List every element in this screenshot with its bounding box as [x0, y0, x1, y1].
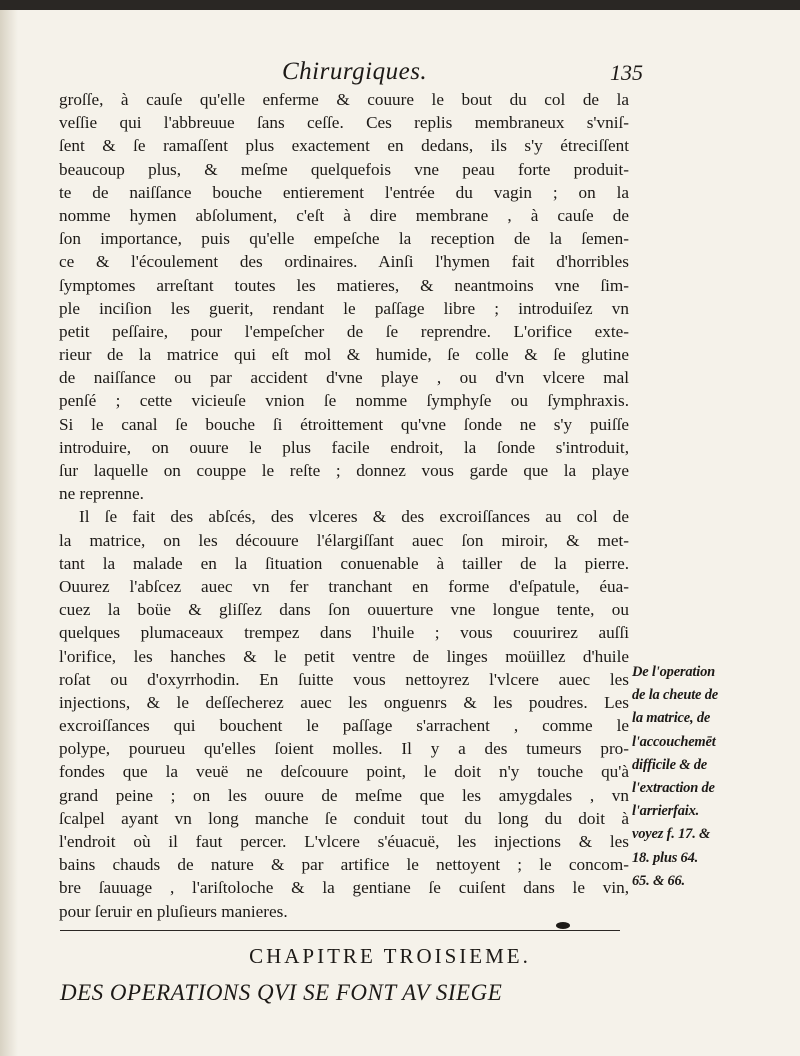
running-head — [0, 58, 800, 88]
text-line: penſé ; cette vicieuſe vnion ſe nomme ſymphyſe ou ſymphraxis. — [59, 391, 629, 411]
text-line: te de naiſſance bouche entierement l'entrée du vagin ; on la — [59, 182, 629, 202]
text-line: introduire, on ouure le plus facile endroit, la ſonde s'introduit, — [59, 437, 629, 457]
margin-note — [632, 661, 797, 893]
text-line: Ouurez l'abſcez auec vn fer tranchant en forme d'eſpatule, éua- — [59, 576, 629, 596]
margin-note-line: l'accouchemēt — [632, 733, 716, 750]
text-line: groſſe, à cauſe qu'elle enferme & couure le bout du col de la — [59, 90, 629, 109]
running-head-title: Chirurgiques. — [282, 58, 428, 85]
page-number: 135 — [610, 60, 643, 85]
text-line: petit peſſaire, pour l'empeſcher de ſe reprendre. L'orifice exte- — [59, 321, 629, 341]
text-line: ne reprenne. — [59, 484, 144, 504]
margin-note-line: de la cheute de — [632, 687, 718, 704]
rule-ornament — [556, 922, 570, 929]
text-line: bre ſauuage , l'ariſtoloche & la gentiane ſe cuiſent dans le vin, — [59, 878, 629, 898]
text-line: nomme hymen abſolument, c'eſt à dire membrane , à cauſe de — [59, 205, 629, 225]
text-line: veſſie qui l'abbreuue ſans ceſſe. Ces replis membraneux s'vniſ- — [59, 113, 629, 133]
text-line: polype, pourueu qu'elles ſoient molles. Il y a des tumeurs pro- — [59, 739, 629, 759]
text-line: ce & l'écoulement des ordinaires. Ainſi l'hymen fait d'horribles — [59, 252, 629, 272]
text-line: rieur de la matrice qui eſt mol & humide, ſe colle & ſe glutine — [59, 345, 629, 365]
text-line: bains chauds de nature & par artifice le nettoyent ; le concom- — [59, 855, 629, 875]
scan-top-edge — [0, 0, 800, 10]
text-line: ſur laquelle on couppe le reſte ; donnez vous garde que la playe — [59, 461, 629, 480]
margin-note-line: l'extraction de — [632, 779, 715, 796]
section-rule — [60, 930, 620, 931]
text-line: cuez la boüe & gliſſez dans ſon ouuerture vne longue tente, ou — [59, 600, 629, 620]
text-line: l'endroit où il faut percer. L'vlcere s'éuacuë, les injections & les — [59, 832, 629, 851]
text-line: pour ſeruir en pluſieurs manieres. — [59, 901, 288, 921]
text-line: ple inciſion les guerit, rendant le paſſage libre ; introduiſez vn — [59, 298, 629, 318]
text-line: beaucoup plus, & meſme quelquefois vne peau forte produit- — [59, 159, 629, 179]
text-line: Si le canal ſe bouche ſi étroittement qu'vne ſonde ne s'y puiſſe — [59, 414, 629, 434]
margin-note-line: difficile & de — [632, 756, 708, 773]
margin-note-line: la matrice, de — [632, 710, 711, 727]
text-line: tant la malade en la ſituation conuenable à tailler de la pierre. — [59, 553, 629, 573]
chapter-heading — [0, 944, 800, 969]
chapter-subtitle: DES OPERATIONS QVI SE FONT AV SIEGE — [60, 980, 503, 1005]
body-text — [59, 88, 629, 923]
text-line: fondes que la veuë ne deſcouure point, le doit n'y touche qu'à — [59, 762, 629, 782]
text-line: la matrice, on les découure l'élargiſſant auec ſon miroir, & met- — [59, 530, 629, 550]
margin-note-line: 65. & 66. — [632, 872, 685, 889]
text-line: ſcalpel ayant vn long manche ſe conduit tout du long du doit à — [59, 808, 629, 828]
text-line: ſent & ſe ramaſſent plus exactement en dedans, ils s'y étreciſſent — [59, 136, 629, 156]
text-line: Il ſe fait des abſcés, des vlceres & des excroiſſances au col de — [79, 507, 629, 527]
chapter-heading-text: CHAPITRE TROISIEME. — [249, 944, 531, 968]
margin-note-line: De l'operation — [632, 664, 715, 680]
margin-note-line: 18. plus 64. — [632, 849, 699, 866]
text-line: injections, & le deſſecherez auec les onguenrs & les poudres. Les — [59, 692, 629, 712]
margin-note-line: voyez f. 17. & — [632, 826, 711, 843]
text-line: ſymptomes arreſtant toutes les matieres, & neantmoins vne ſim- — [59, 275, 629, 295]
text-line: ſon importance, puis qu'elle empeſche la reception de la ſemen- — [59, 229, 629, 249]
text-line: quelques plumaceaux trempez dans l'huile ; vous couurirez auſſi — [59, 623, 629, 643]
text-line: roſat ou d'oxyrrhodin. En ſuitte vous nettoyrez l'vlcere auec les — [59, 669, 629, 689]
margin-note-line: l'arrierfaix. — [632, 803, 700, 820]
text-line: grand peine ; on les ouure de meſme que les amygdales , vn — [59, 785, 629, 805]
text-line: excroiſſances qui bouchent le paſſage s'arrachent , comme le — [59, 716, 629, 736]
text-line: l'orifice, les hanches & le petit ventre de linges moüillez d'huile — [59, 646, 629, 666]
page-gutter-shadow — [0, 0, 18, 1056]
text-line: de naiſſance ou par accident d'vne playe , ou d'vn vlcere mal — [59, 368, 629, 388]
